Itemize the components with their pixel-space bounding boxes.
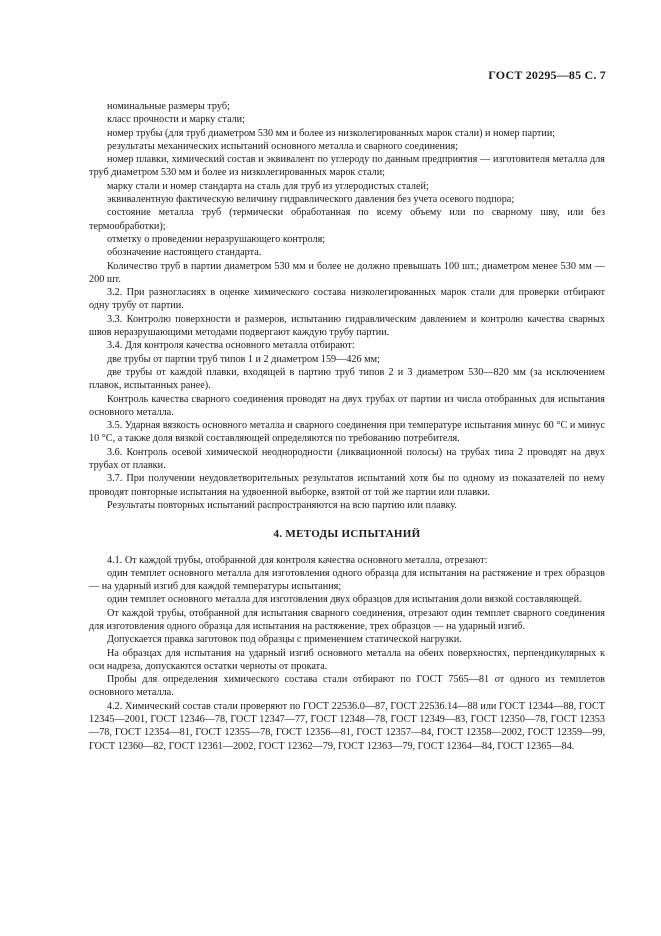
paragraph: 3.3. Контролю поверхности и размеров, испытанию гидравлическим давлением и контролю качества сварных швов неразрушающими методами подвергают каждую трубу партии. bbox=[89, 313, 605, 339]
paragraph: марку стали и номер стандарта на сталь для труб из углеродистых сталей; bbox=[107, 180, 429, 192]
paragraph: класс прочности и марку стали; bbox=[107, 114, 245, 126]
paragraph: две трубы от каждой плавки, входящей в партию труб типов 2 и 3 диаметром 530—820 мм (за исключением плавок, испытанных ранее). bbox=[89, 366, 605, 392]
paragraph: 3.4. Для контроля качества основного металла отбирают: bbox=[107, 340, 355, 352]
paragraph: один темплет основного металла для изготовления одного образца для испытания на растяжение и трех образцов — на ударный изгиб для каждой температуры испытания; bbox=[89, 567, 605, 593]
paragraph: На образцах для испытания на ударный изгиб основного металла на обеих поверхностях, перпендикулярных к оси надреза, допускаются остатки черноты от проката. bbox=[89, 647, 605, 672]
paragraph: 4.2. Химический состав стали проверяют по ГОСТ 22536.0—87, ГОСТ 22536.14—88 или ГОСТ 12344—88, ГОСТ 12345—2001, ГОСТ 12346—78, ГОСТ 12347—77, ГОСТ 12348—78, ГОСТ 12349—83, ГОСТ 12350—78, ГОСТ 12353—78, ГОСТ 12354—81, ГОСТ 12355—78, ГОСТ 12356—81, ГОСТ 12357—84, ГОСТ 12358—2002, ГОСТ 12359—99, ГОСТ 12360—82, ГОСТ 12361—2002, ГОСТ 12362—79, ГОСТ 12363—79, ГОСТ 12364—84, ГОСТ 12365—84. bbox=[89, 700, 605, 752]
paragraph: От каждой трубы, отобранной для испытания сварного соединения, отрезают один темплет сварного соединения для изготовления одного образца для испытания на растяжение, трех образцов — на ударный изгиб. bbox=[89, 607, 605, 632]
page-header: ГОСТ 20295—85 С. 7 bbox=[488, 68, 606, 82]
paragraph: 4.1. От каждой трубы, отобранной для контроля качества основного металла, отрезают: bbox=[107, 554, 488, 566]
paragraph: обозначение настоящего стандарта. bbox=[107, 247, 262, 259]
section-heading: 4. МЕТОДЫ ИСПЫТАНИЙ bbox=[273, 528, 421, 541]
paragraph: номер трубы (для труб диаметром 530 мм и более из низколегированных марок стали) и номер партии; bbox=[107, 127, 556, 139]
paragraph: состояние металла труб (термически обработанная по всему объему или по сварному шву, или без термообработки); bbox=[89, 207, 605, 232]
paragraph: эквивалентную фактическую величину гидравлического давления без учета осевого подпора; bbox=[107, 194, 515, 206]
paragraph: Контроль качества сварного соединения проводят на двух трубах от партии из числа отобранных для испытания основного металла. bbox=[89, 393, 605, 418]
paragraph: один темплет основного металла для изготовления двух образцов для испытания доли вязкой составляющей. bbox=[107, 594, 582, 606]
paragraph: Пробы для определения химического состава стали отбирают по ГОСТ 7565—81 от одного из темплетов основного металла. bbox=[89, 674, 605, 699]
paragraph: номинальные размеры труб; bbox=[107, 101, 230, 112]
paragraph: Допускается правка заготовок под образцы с применением статической нагрузки. bbox=[107, 634, 462, 646]
document-body bbox=[89, 100, 605, 753]
paragraph: 3.6. Контроль осевой химической неоднородности (ликвационной полосы) на трубах типа 2 проводят на двух трубах от плавки. bbox=[89, 446, 605, 472]
paragraph: Результаты повторных испытаний распространяются на всю партию или плавку. bbox=[107, 499, 457, 511]
paragraph: номер плавки, химический состав и эквивалент по углероду по данным предприятия — изготовителя металла для труб диаметром 530 мм и более из низколегированных марок стали; bbox=[89, 154, 605, 179]
paragraph: отметку о проведении неразрушающего контроля; bbox=[107, 233, 326, 245]
paragraph: 3.7. При получении неудовлетворительных результатов испытаний хотя бы по одному из показателей по нему проводят повторные испытания на удвоенной выборке, взятой от той же партии или плавки. bbox=[89, 473, 605, 498]
paragraph: результаты механических испытаний основного металла и сварного соединения; bbox=[107, 140, 458, 152]
paragraph: 3.5. Ударная вязкость основного металла и сварного соединения при температуре испытания минус 60 °С и минус 10 °С, а также доля вязкой составляющей определяются по требованию потребителя. bbox=[89, 420, 605, 445]
paragraph: две трубы от партии труб типов 1 и 2 диаметром 159—426 мм; bbox=[107, 353, 380, 365]
paragraph: 3.2. При разногласиях в оценке химического состава низколегированных марок стали для проверки отбирают одну трубу от партии. bbox=[89, 287, 605, 312]
paragraph: Количество труб в партии диаметром 530 мм и более не должно превышать 100 шт.; диаметром менее 530 мм — 200 шт. bbox=[89, 260, 605, 285]
